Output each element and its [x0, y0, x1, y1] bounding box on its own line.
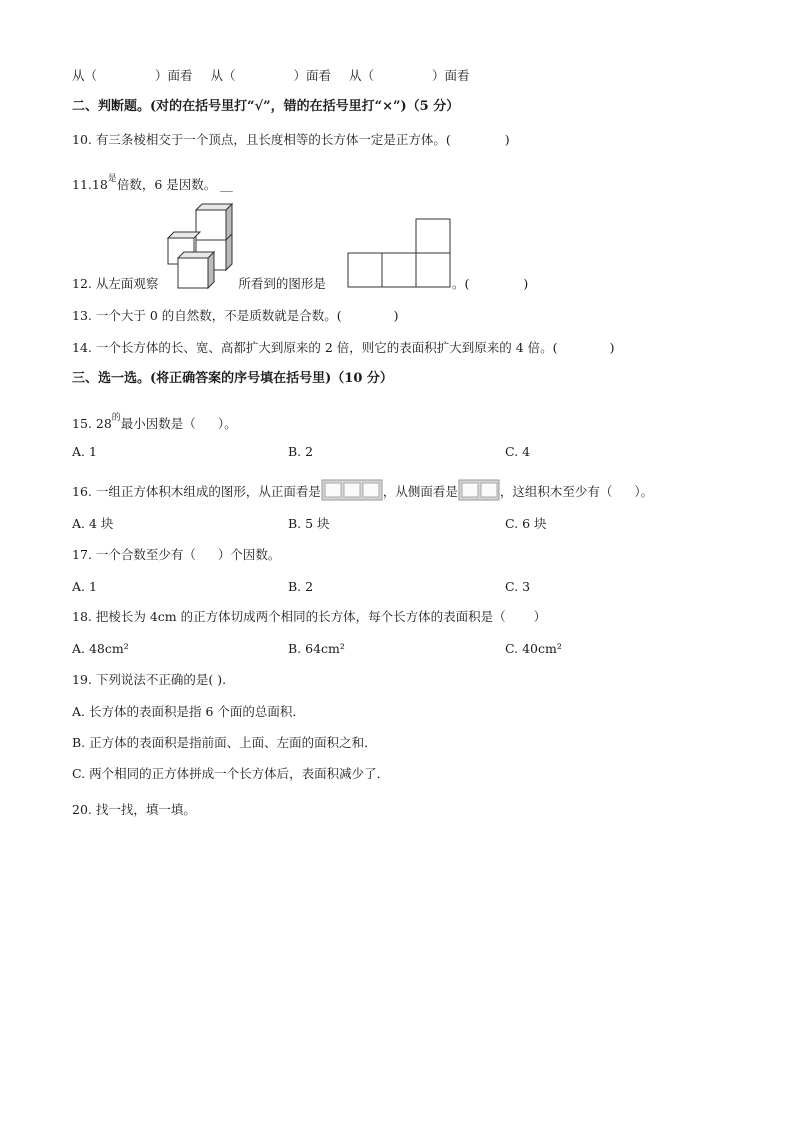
q16-option-a[interactable]: A. 4 块 [72, 516, 114, 531]
left-view-figure [347, 218, 451, 290]
q17-option-a[interactable]: A. 1 [72, 579, 97, 594]
question-15: 15. $28^的$最小因数是（ ）。 [72, 413, 237, 431]
question-12: 12. 从左面观察 所看到的图形是 [72, 276, 326, 291]
side-view-figure [458, 479, 500, 501]
question-18: 18. 把棱长为 4cm 的正方体切成两个相同的长方体，每个长方体的表面积是（ ） [72, 609, 547, 624]
section-2-heading: 二、判断题。(对的在括号里打“√”，错的在括号里打“×”)（5 分） [72, 99, 460, 114]
view-label-3: 从（ [349, 68, 375, 83]
question-17: 17. 一个合数至少有（ ）个因数。 [72, 547, 281, 562]
q15-option-a[interactable]: A. 1 [72, 444, 97, 459]
view-label-2: 从（ [210, 68, 236, 83]
question-16: 16. 一组正方体积木组成的图形，从正面看是 ，从侧面看是 ，这组积木至少有（ ）。 [72, 479, 653, 501]
view-direction-row: 从（ ）面看 从（ ）面看 从（ ）面看 [72, 68, 470, 83]
q18-option-c[interactable]: C. 40cm² [505, 641, 562, 656]
question-20: 20. 找一找，填一填。 [72, 802, 196, 817]
question-14: 14. 一个长方体的长、宽、高都扩大到原来的 2 倍，则它的表面积扩大到原来的 4 倍。( ) [72, 340, 615, 355]
question-19: 19. 下列说法不正确的是( ). [72, 672, 227, 687]
q17-option-b[interactable]: B. 2 [288, 579, 314, 594]
question-13: 13. 一个大于 0 的自然数，不是质数就是合数。( ) [72, 308, 399, 323]
front-view-figure [321, 479, 383, 501]
q19-option-b[interactable]: B. 正方体的表面积是指前面、上面、左面的面积之和． [72, 735, 377, 750]
question-11: $11.18^是$倍数，6 是因数。 __ [72, 174, 233, 192]
q19-option-a[interactable]: A. 长方体的表面积是指 6 个面的总面积． [72, 704, 305, 719]
q18-option-b[interactable]: B. 64cm² [288, 641, 345, 656]
section-3-heading: 三、选一选。(将正确答案的序号填在括号里)（10 分） [72, 371, 393, 386]
question-10: 10. 有三条棱相交于一个顶点，且长度相等的长方体一定是正方体。( ) [72, 132, 510, 147]
q15-option-b[interactable]: B. 2 [288, 444, 314, 459]
q19-option-c[interactable]: C. 两个相同的正方体拼成一个长方体后，表面积减少了． [72, 766, 390, 781]
q17-option-c[interactable]: C. 3 [505, 579, 531, 594]
answer-blank[interactable]: __ [220, 177, 233, 192]
q16-option-c[interactable]: C. 6 块 [505, 516, 547, 531]
q16-option-b[interactable]: B. 5 块 [288, 516, 330, 531]
view-label-1: 从（ [72, 68, 98, 83]
question-12-tail: 。( ) [452, 276, 529, 291]
q15-option-c[interactable]: C. 4 [505, 444, 531, 459]
q18-option-a[interactable]: A. 48cm² [72, 641, 129, 656]
